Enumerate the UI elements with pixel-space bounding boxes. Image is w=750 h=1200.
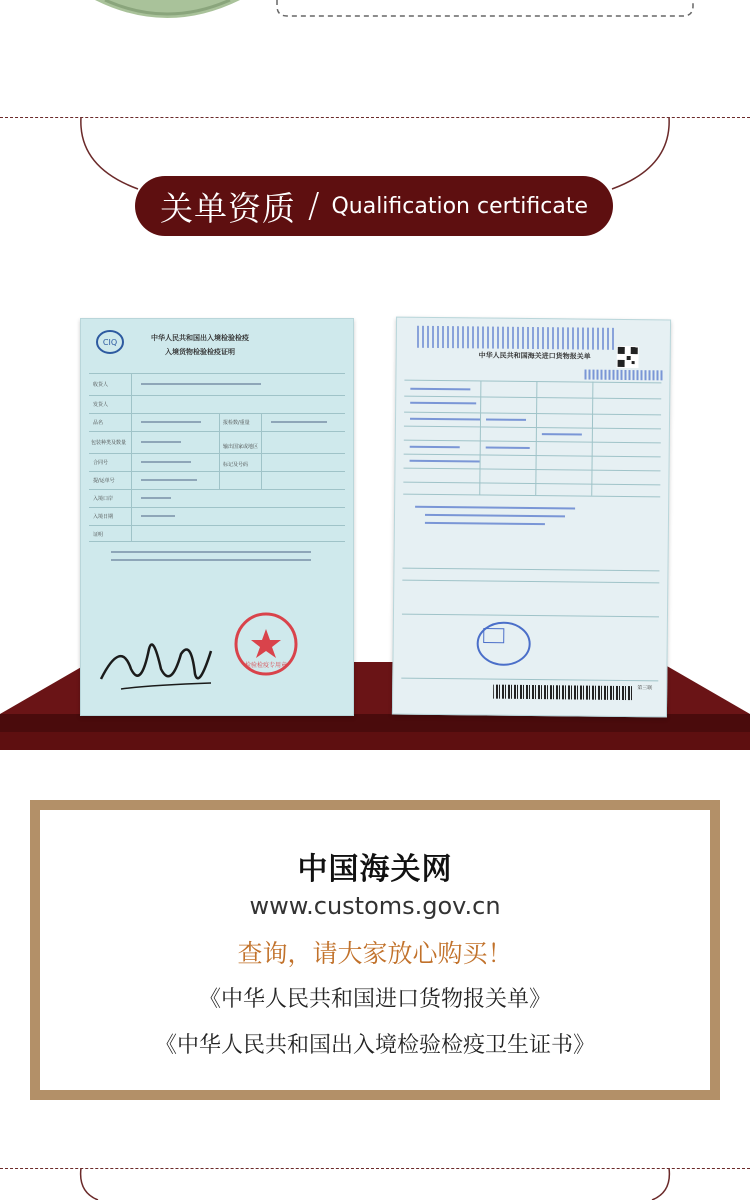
svg-text:检验检疫专用章: 检验检疫专用章 [244,662,288,669]
field-label: 报检数/重量 [223,420,250,426]
document-name-certificate: 《中华人民共和国出入境检验检疫卫生证书》 [154,1033,595,1058]
signature-scribble [91,629,231,699]
field-label: 合同号 [93,460,109,466]
certificate-title-line1: 中华人民共和国出入境检验检疫 [151,334,249,342]
query-notice: 查询，请大家放心购买！ [237,939,513,968]
field-label: 输出国家或地区 [223,444,259,450]
info-box [40,810,710,1090]
page-label: 第三联 [637,685,653,692]
customs-stamp [473,618,534,669]
top-dashed-box-partial [276,0,696,18]
svg-text:CIQ: CIQ [102,338,118,347]
bottom-arc-decoration [78,1168,672,1200]
field-label: 发货人 [93,402,109,408]
section-title-cn: 关单资质 [159,188,296,228]
site-url: www.customs.gov.cn [249,892,501,920]
field-label: 提/运单号 [93,478,115,484]
field-label: 入境日期 [93,514,114,520]
field-label: 包装种类及数量 [91,440,127,446]
field-label: 标记及号码 [223,462,249,468]
customs-declaration-image [392,317,671,718]
qr-code-icon [617,346,639,368]
section-title-separator: / [307,186,320,226]
certificate-title-line2: 入境货物检验检疫证明 [165,348,235,356]
declaration-title: 中华人民共和国海关进口货物报关单 [478,351,591,361]
site-name: 中国海关网 [297,852,453,887]
top-avatar-partial [95,0,240,20]
section-title-en: Qualification certificate [331,193,588,219]
section-title-banner [135,176,613,236]
field-label: 入境口岸 [93,496,114,502]
document-name-declaration: 《中华人民共和国进口货物报关单》 [198,987,551,1012]
ciq-logo-icon [95,329,125,355]
field-label: 证明 [93,532,104,538]
inspection-certificate-image [80,318,354,716]
field-label: 收货人 [93,382,109,388]
inspection-stamp [231,609,301,679]
field-label: 品名 [93,420,104,426]
